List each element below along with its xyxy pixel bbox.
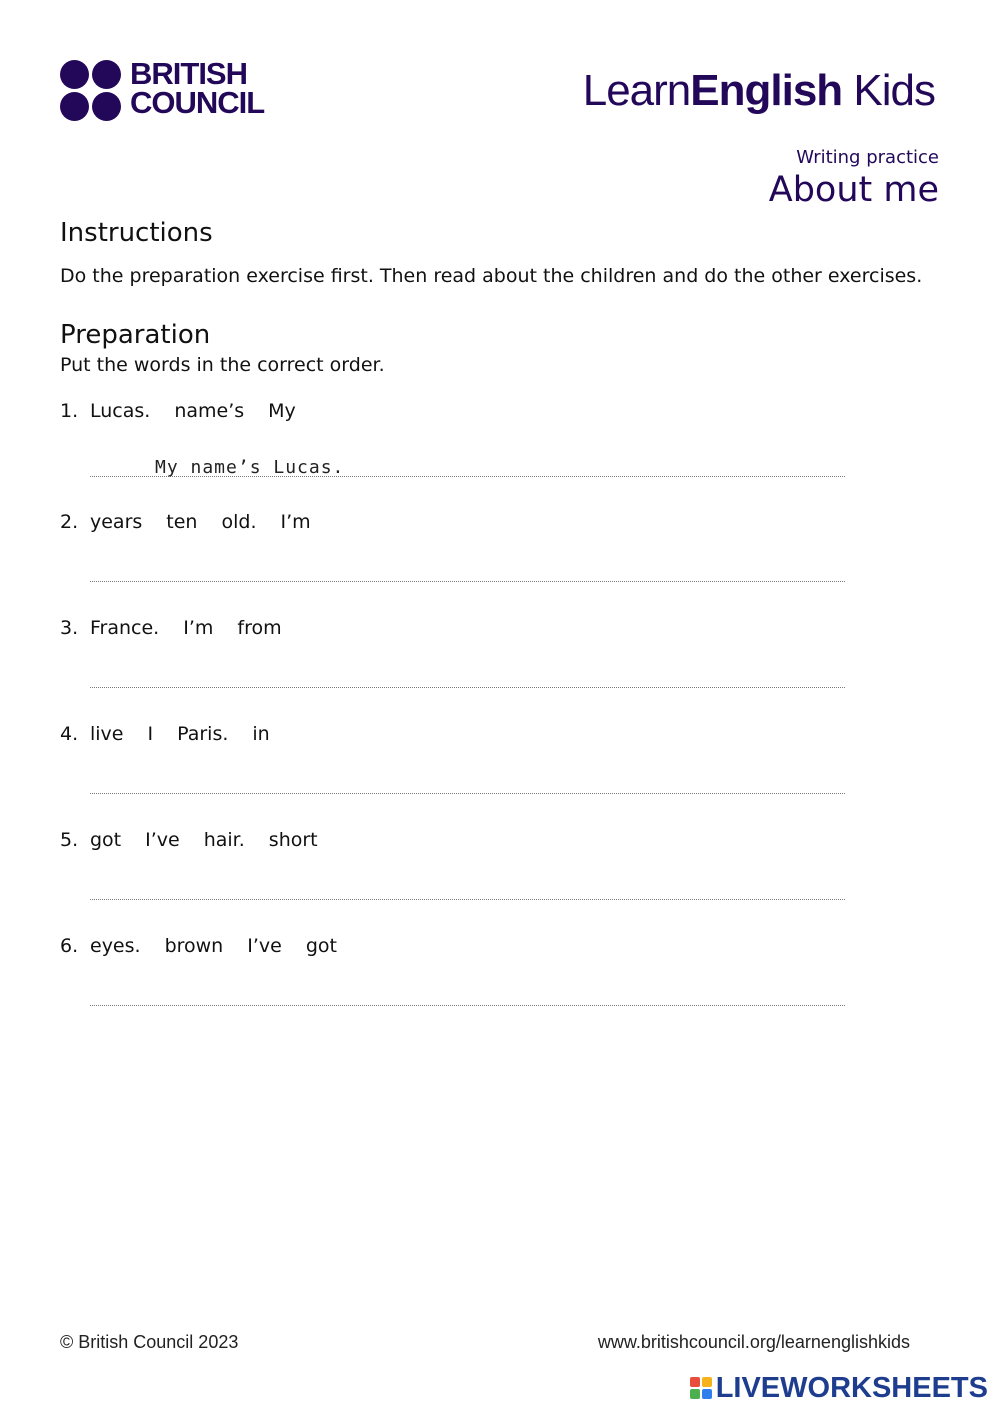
word: I bbox=[147, 723, 154, 745]
exercise-item bbox=[60, 511, 860, 601]
exercise-item bbox=[60, 617, 860, 707]
answer-text: My name’s Lucas. bbox=[155, 457, 345, 478]
word: from bbox=[237, 617, 282, 639]
word: I’m bbox=[183, 617, 214, 639]
exercise-item bbox=[60, 400, 860, 490]
scrambled-words bbox=[90, 511, 335, 533]
answer-field[interactable] bbox=[90, 659, 845, 688]
word: I’ve bbox=[145, 829, 180, 851]
item-number: 3. bbox=[60, 617, 79, 639]
word: got bbox=[90, 829, 122, 851]
word: Lucas. bbox=[90, 400, 151, 422]
item-number: 6. bbox=[60, 935, 79, 957]
item-number: 2. bbox=[60, 511, 79, 533]
item-number: 1. bbox=[60, 400, 79, 422]
liveworksheets-logo[interactable] bbox=[690, 1373, 988, 1403]
item-number: 4. bbox=[60, 723, 79, 745]
liveworksheets-grid-icon bbox=[690, 1377, 712, 1399]
word: years bbox=[90, 511, 143, 533]
word: Paris. bbox=[177, 723, 229, 745]
worksheet-title: About me bbox=[768, 170, 939, 210]
answer-field[interactable] bbox=[90, 765, 845, 794]
word: old. bbox=[221, 511, 257, 533]
logo-dot-icon bbox=[92, 60, 121, 89]
word: My bbox=[268, 400, 296, 422]
scrambled-words bbox=[90, 400, 320, 422]
footer-url-link[interactable]: www.britishcouncil.org/learnenglishkids bbox=[597, 1332, 910, 1352]
word: short bbox=[268, 829, 318, 851]
logo-dot-icon bbox=[60, 60, 89, 89]
word: I’ve bbox=[247, 935, 282, 957]
scrambled-words bbox=[90, 935, 361, 957]
word: I’m bbox=[280, 511, 311, 533]
british-council-logo bbox=[60, 56, 275, 124]
logo-line-1: BRITISH bbox=[130, 56, 247, 91]
word: eyes. bbox=[90, 935, 141, 957]
grid-square-icon bbox=[690, 1389, 700, 1399]
exercise-item bbox=[60, 723, 860, 813]
word: hair. bbox=[203, 829, 245, 851]
word: got bbox=[305, 935, 337, 957]
word: name’s bbox=[174, 400, 245, 422]
answer-field[interactable] bbox=[90, 553, 845, 582]
word: brown bbox=[164, 935, 224, 957]
logo-kids: Kids bbox=[842, 66, 935, 115]
preparation-subtitle: Put the words in the correct order. bbox=[60, 354, 385, 376]
logo-wordmark bbox=[130, 56, 265, 120]
logo-english: English bbox=[690, 66, 843, 115]
copyright-text: © British Council 2023 bbox=[60, 1332, 239, 1352]
preparation-heading: Preparation bbox=[60, 320, 211, 350]
answer-field[interactable] bbox=[90, 871, 845, 900]
logo-line-2: COUNCIL bbox=[130, 85, 265, 120]
word: France. bbox=[90, 617, 160, 639]
word: live bbox=[90, 723, 124, 745]
word: in bbox=[252, 723, 270, 745]
grid-square-icon bbox=[702, 1377, 712, 1387]
liveworksheets-text: LIVEWORKSHEETS bbox=[715, 1371, 988, 1404]
scrambled-words bbox=[90, 723, 294, 745]
scrambled-words bbox=[90, 829, 342, 851]
worksheet-category: Writing practice bbox=[796, 147, 939, 168]
instructions-text: Do the preparation exercise first. Then read about the children and do the other exercises. bbox=[60, 265, 923, 287]
word: ten bbox=[166, 511, 198, 533]
grid-square-icon bbox=[690, 1377, 700, 1387]
logo-dot-icon bbox=[92, 92, 121, 121]
instructions-heading: Instructions bbox=[60, 218, 213, 248]
item-number: 5. bbox=[60, 829, 79, 851]
exercise-item bbox=[60, 935, 860, 1025]
logo-dot-icon bbox=[60, 92, 89, 121]
answer-field[interactable] bbox=[90, 448, 845, 477]
grid-square-icon bbox=[702, 1389, 712, 1399]
answer-field[interactable] bbox=[90, 977, 845, 1006]
learnenglish-kids-logo bbox=[583, 66, 935, 116]
scrambled-words bbox=[90, 617, 306, 639]
exercise-item bbox=[60, 829, 860, 919]
logo-learn: Learn bbox=[582, 66, 691, 115]
